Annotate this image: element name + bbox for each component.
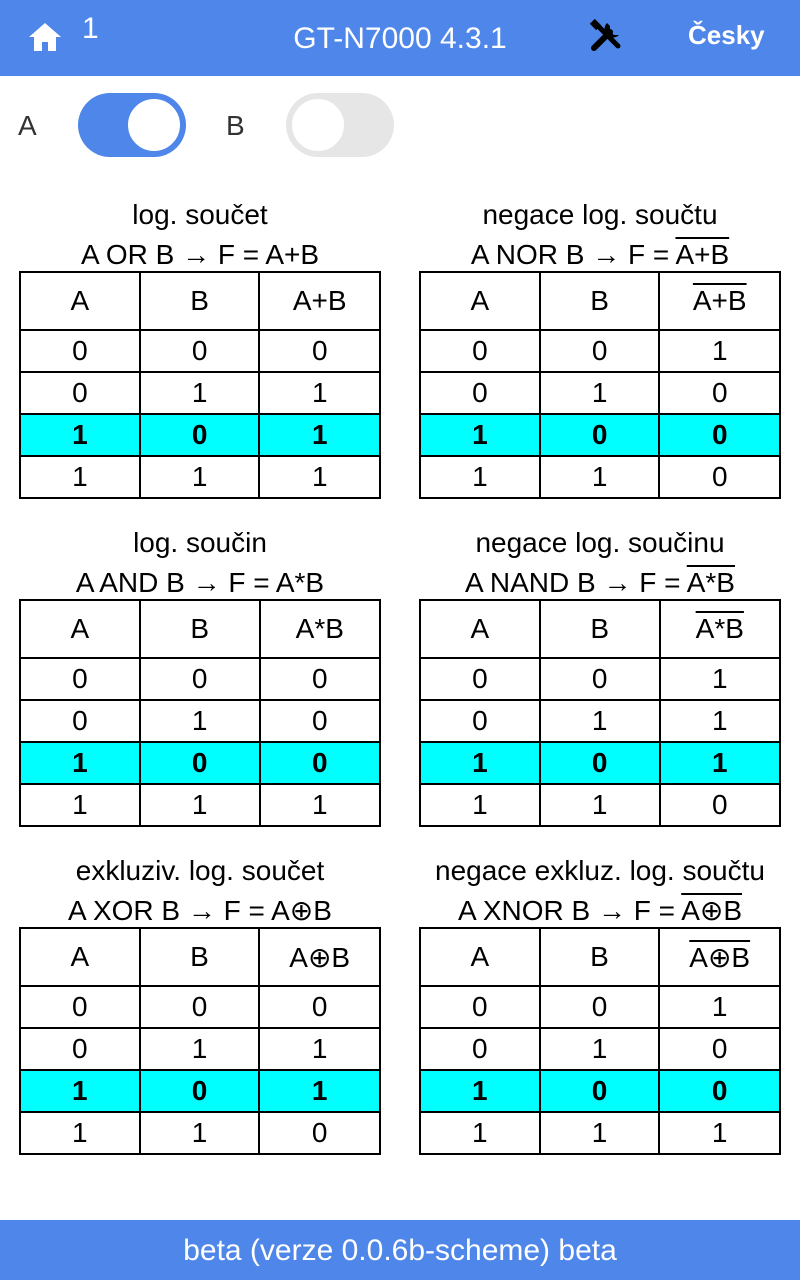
truth-table [19,599,381,827]
gate-heading: negace log. součtu [482,199,718,230]
table-row [420,372,780,414]
table-cell: 0 [420,1028,540,1070]
table-cell: 0 [659,456,780,498]
table-cell: 1 [259,1028,380,1070]
gate-heading: log. součin [133,527,267,558]
header-cell: A+B [259,272,380,330]
table-row [20,372,380,414]
input-a-label: A [18,110,37,141]
table-row [420,784,780,826]
header-cell [659,272,780,330]
table-cell: 0 [20,372,140,414]
table-row [20,986,380,1028]
truth-table [419,599,781,827]
table-cell: 1 [420,456,540,498]
active-row [20,1070,380,1112]
table-cell: 1 [20,742,140,784]
header-cell: B [540,272,660,330]
header-cell: B [540,600,660,658]
table-row [420,700,780,742]
table-cell: 0 [260,700,380,742]
table-cell: 1 [540,700,660,742]
table-cell: 1 [660,658,780,700]
gate-formula: A XOR B → F = A⊕B [68,895,332,926]
app-title: GT-N7000 4.3.1 [293,22,507,55]
input-a-switch[interactable] [78,93,186,157]
table-cell: 0 [420,372,540,414]
gate-formula [419,235,781,275]
table-cell: 0 [659,1070,780,1112]
or-gate-table [19,195,381,499]
header-cell: A [20,272,140,330]
table-cell: 1 [540,456,660,498]
gate-heading: exkluziv. log. součet [75,855,325,886]
table-cell: 1 [259,372,380,414]
app-bar [0,0,800,76]
gate-formula: A AND B → F = A*B [75,567,325,598]
gate-heading: log. součet [132,199,268,230]
header-cell: B [540,928,660,986]
table-cell: 1 [420,1070,540,1112]
gate-formula: A OR B → F = A+B [80,239,320,270]
table-row [420,456,780,498]
table-cell: 1 [140,784,260,826]
table-header-row [420,272,780,330]
table-cell: 0 [140,414,260,456]
table-cell: 0 [140,986,260,1028]
formula-prefix: A NOR B → F = [470,239,676,270]
table-cell: 0 [260,742,380,784]
table-row [20,700,380,742]
table-cell: 0 [660,784,780,826]
table-cell: 0 [420,330,540,372]
formula-negated-expr: A⊕B [681,895,743,926]
formula-prefix: A NAND B → F = [465,567,687,598]
header-cell: B [140,600,260,658]
table-cell: 1 [540,784,660,826]
nand-gate-table [419,523,781,827]
input-b-label: B [226,110,245,141]
table-row [20,1112,380,1154]
table-row [420,658,780,700]
table-row [420,986,780,1028]
header-cell: A⊕B [259,928,380,986]
gate-heading: negace log. součinu [475,527,725,558]
table-cell: 0 [140,658,260,700]
table-cell: 0 [259,330,380,372]
table-header-row [20,272,380,330]
gate-formula [419,563,781,603]
footer-bar [0,1220,800,1280]
table-header-row [420,600,780,658]
header-cell [659,928,780,986]
truth-table [19,271,381,499]
table-row [20,456,380,498]
table-header-row [420,928,780,986]
header-cell: A*B [260,600,380,658]
table-cell: 1 [20,414,140,456]
truth-table [419,271,781,499]
table-cell: 1 [20,456,140,498]
table-cell: 0 [260,658,380,700]
table-cell: 0 [20,330,140,372]
and-gate-table [19,523,381,827]
table-row [20,330,380,372]
page-number: 1 [82,12,99,45]
switch-knob [290,97,346,153]
table-cell: 1 [659,986,780,1028]
version-text: beta (verze 0.0.6b-scheme) beta [183,1234,617,1267]
table-cell: 1 [260,784,380,826]
negated-header: A⊕B [689,941,751,973]
table-cell: 1 [420,414,540,456]
table-cell: 1 [20,1070,140,1112]
home-icon[interactable] [28,22,62,52]
table-cell: 0 [659,414,780,456]
header-cell: A [420,928,540,986]
negated-header: A+B [692,285,747,316]
formula-negated-expr: A+B [675,239,730,270]
table-cell: 0 [20,700,140,742]
header-cell [660,600,780,658]
table-row [420,1112,780,1154]
table-cell: 1 [259,1070,380,1112]
xnor-gate-table [419,851,781,1155]
table-cell: 1 [660,700,780,742]
table-cell: 0 [140,742,260,784]
table-cell: 0 [659,1028,780,1070]
xor-gate-table [19,851,381,1155]
table-cell: 0 [420,658,540,700]
table-cell: 1 [540,1028,660,1070]
table-cell: 1 [659,1112,780,1154]
active-row [20,742,380,784]
table-cell: 0 [140,330,260,372]
nor-gate-table [419,195,781,499]
table-cell: 0 [420,700,540,742]
table-row [420,330,780,372]
negated-header: A*B [695,613,744,644]
formula-negated-expr: A*B [686,567,735,598]
input-b-switch[interactable] [286,93,394,157]
table-cell: 0 [140,1070,260,1112]
table-header-row [20,928,380,986]
table-cell: 1 [659,330,780,372]
table-cell: 0 [259,1112,380,1154]
table-row [420,1028,780,1070]
table-cell: 0 [20,658,140,700]
table-cell: 0 [540,414,660,456]
header-cell: B [140,928,260,986]
table-cell: 1 [140,456,260,498]
table-cell: 1 [20,784,140,826]
active-row [420,414,780,456]
gate-formula [419,891,781,931]
table-cell: 1 [259,414,380,456]
table-cell: 0 [420,986,540,1028]
active-row [420,742,780,784]
table-cell: 0 [259,986,380,1028]
table-cell: 1 [420,784,540,826]
header-cell: A [20,928,140,986]
table-cell: 1 [140,700,260,742]
truth-table [19,927,381,1155]
table-cell: 0 [540,658,660,700]
table-cell: 0 [659,372,780,414]
table-row [20,784,380,826]
table-cell: 0 [540,742,660,784]
table-cell: 1 [259,456,380,498]
header-cell: A [420,272,540,330]
table-cell: 1 [140,1112,260,1154]
language-button[interactable]: Česky [688,20,765,50]
gate-heading: negace exkluz. log. součtu [435,855,765,886]
table-cell: 1 [20,1112,140,1154]
table-cell: 0 [20,1028,140,1070]
table-cell: 1 [540,1112,660,1154]
table-row [20,1028,380,1070]
table-header-row [20,600,380,658]
table-cell: 0 [540,1070,660,1112]
table-cell: 0 [20,986,140,1028]
table-cell: 1 [140,372,260,414]
header-cell: A [420,600,540,658]
active-row [420,1070,780,1112]
table-cell: 0 [540,986,660,1028]
table-cell: 1 [540,372,660,414]
active-row [20,414,380,456]
table-cell: 1 [660,742,780,784]
switch-knob [126,97,182,153]
tools-icon[interactable] [588,18,624,54]
table-cell: 1 [420,1112,540,1154]
table-row [20,658,380,700]
table-cell: 0 [540,330,660,372]
formula-prefix: A XNOR B → F = [457,895,682,926]
truth-table [419,927,781,1155]
header-cell: B [140,272,260,330]
table-cell: 1 [140,1028,260,1070]
header-cell: A [20,600,140,658]
table-cell: 1 [420,742,540,784]
